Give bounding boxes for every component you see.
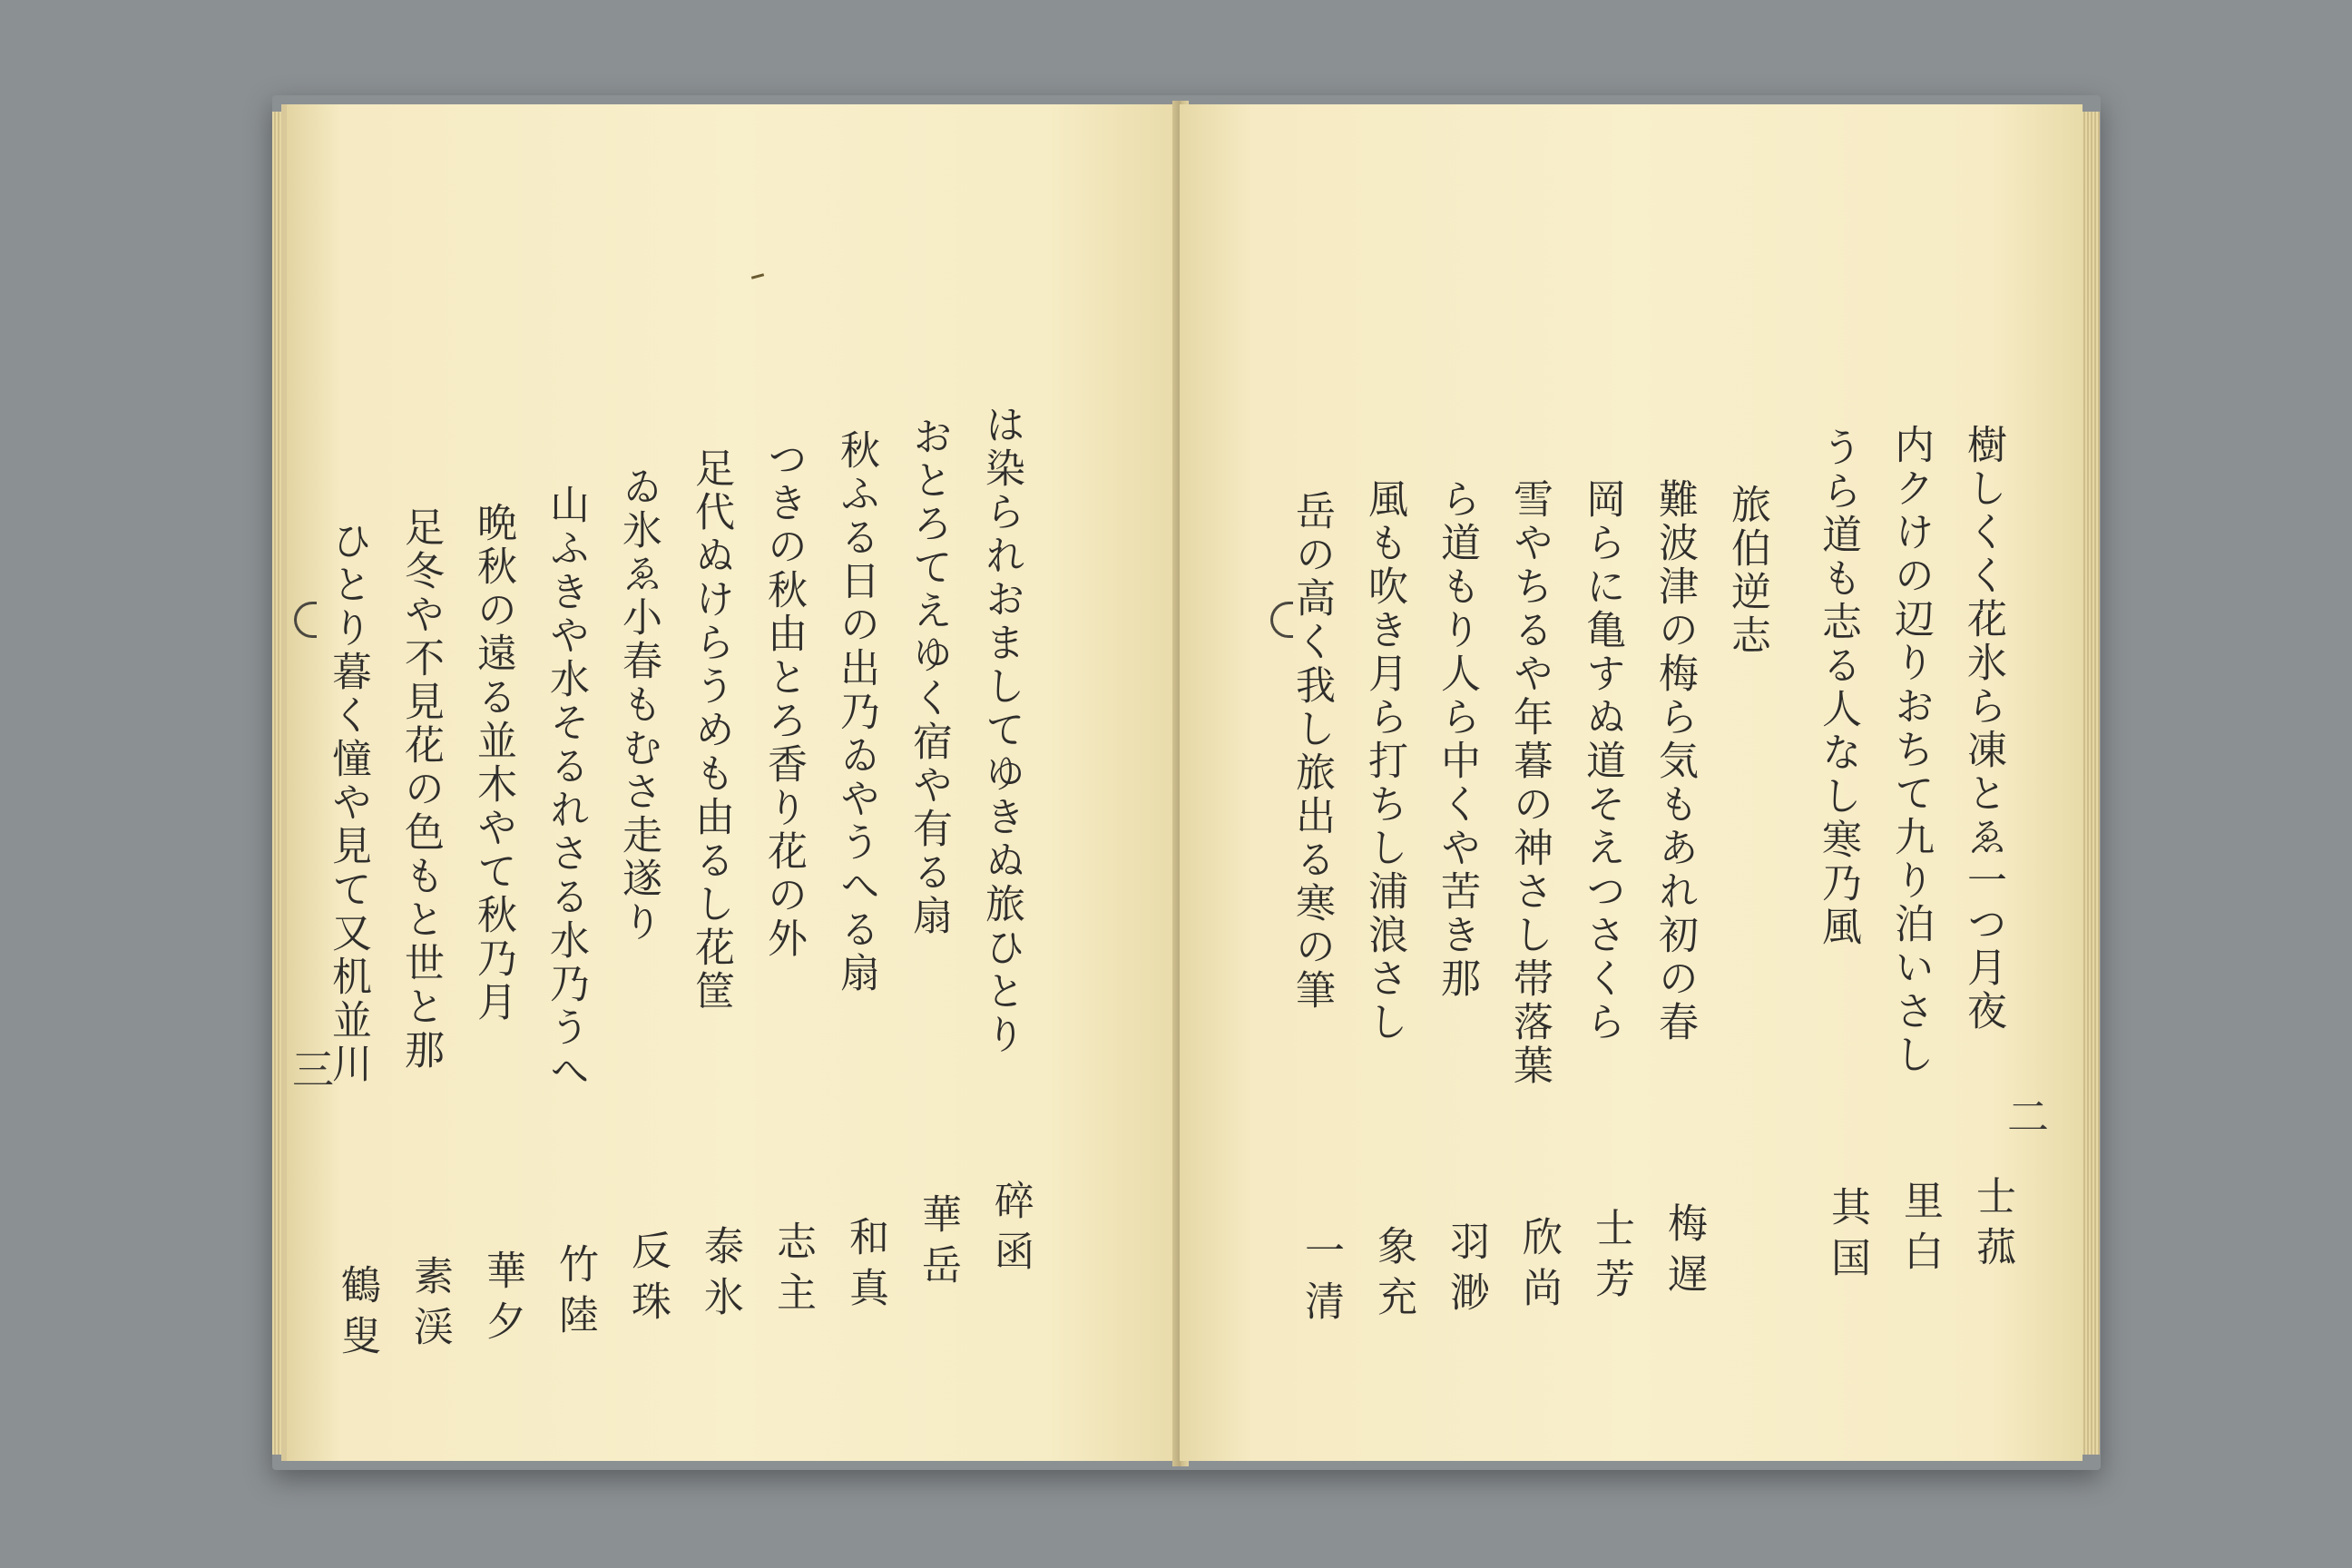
verse-author: 梅遅	[1661, 1202, 1707, 1304]
verse-line: 秋ふる日の出乃ゐやうへる扇	[833, 429, 879, 995]
verse-line: 樹しくく花氷ら凍とゑ一つ月夜	[1960, 424, 2006, 1034]
verse-author: 反珠	[624, 1230, 671, 1331]
verse-author: 志主	[769, 1220, 816, 1322]
verse-line: 難波津の梅ら気もあれ初の春	[1651, 478, 1698, 1044]
verse-author: 華夕	[479, 1250, 525, 1351]
verse-author: 里白	[1896, 1180, 1943, 1281]
ink-mark	[751, 273, 764, 279]
verse-line: 晩秋の遠る並木やて秋乃月	[470, 502, 516, 1024]
verse-author: 華岳	[915, 1193, 961, 1295]
verse-line: 足代ぬけらうめも由るし花筐	[688, 447, 734, 1014]
verse-line: 足冬や不見花の色もと世と那	[397, 506, 444, 1073]
verse-author: 一清	[1298, 1230, 1344, 1331]
page-number-right: 二	[2007, 1093, 2049, 1142]
verse-line: 雪やちるや年暮の神さし帯落葉	[1506, 478, 1553, 1088]
verse-author: 士菰	[1969, 1175, 2015, 1277]
open-book	[272, 95, 2101, 1470]
verse-line: 岡らに亀すぬ道そえつさくら	[1579, 478, 1625, 1044]
verse-author: 和真	[842, 1216, 888, 1318]
verse-author: 素渓	[407, 1255, 453, 1357]
verse-line: 山ふきや水そるれさる水乃うへ	[543, 484, 589, 1093]
verse-line: ひとり暮く憧や見て又机並川	[325, 520, 371, 1086]
fold-mark-left	[294, 602, 317, 638]
left-page	[281, 104, 1185, 1461]
verse-line: ゐ氷ゑ小春もむさ走遂り	[615, 466, 662, 945]
verse-author: 羽渺	[1443, 1220, 1489, 1322]
verse-line: うら道も志る人なし寒乃風	[1815, 426, 1861, 949]
verse-author: 欣尚	[1515, 1216, 1562, 1318]
right-page	[1180, 104, 2082, 1461]
verse-author: 其国	[1824, 1186, 1870, 1288]
verse-author: 碎函	[987, 1180, 1034, 1281]
verse-author: 象充	[1370, 1225, 1416, 1327]
verse-line: 岳の高く我し旅出る寒の筆	[1289, 490, 1335, 1013]
verse-line: ら道もり人ら中くや苦き那	[1434, 478, 1480, 1001]
verse-heading: 旅伯逆志	[1724, 484, 1770, 658]
verse-line: おとろてえゆく宿や有る扇	[906, 416, 952, 938]
verse-line: つきの秋由とろ香り花の外	[760, 438, 807, 961]
verse-line: 風も吹き月ら打ちし浦浪さし	[1361, 478, 1407, 1044]
page-number-left: 三	[292, 1045, 334, 1094]
verse-author: 竹陸	[552, 1243, 598, 1345]
verse-line: は染られおましてゆきぬ旅ひとり	[978, 404, 1024, 1057]
verse-line: 内クけの辺りおちて九り泊いさし	[1887, 424, 1934, 1077]
verse-author: 士芳	[1588, 1207, 1634, 1308]
verse-author: 鶴叟	[334, 1264, 380, 1366]
verse-author: 泰氷	[697, 1225, 743, 1327]
